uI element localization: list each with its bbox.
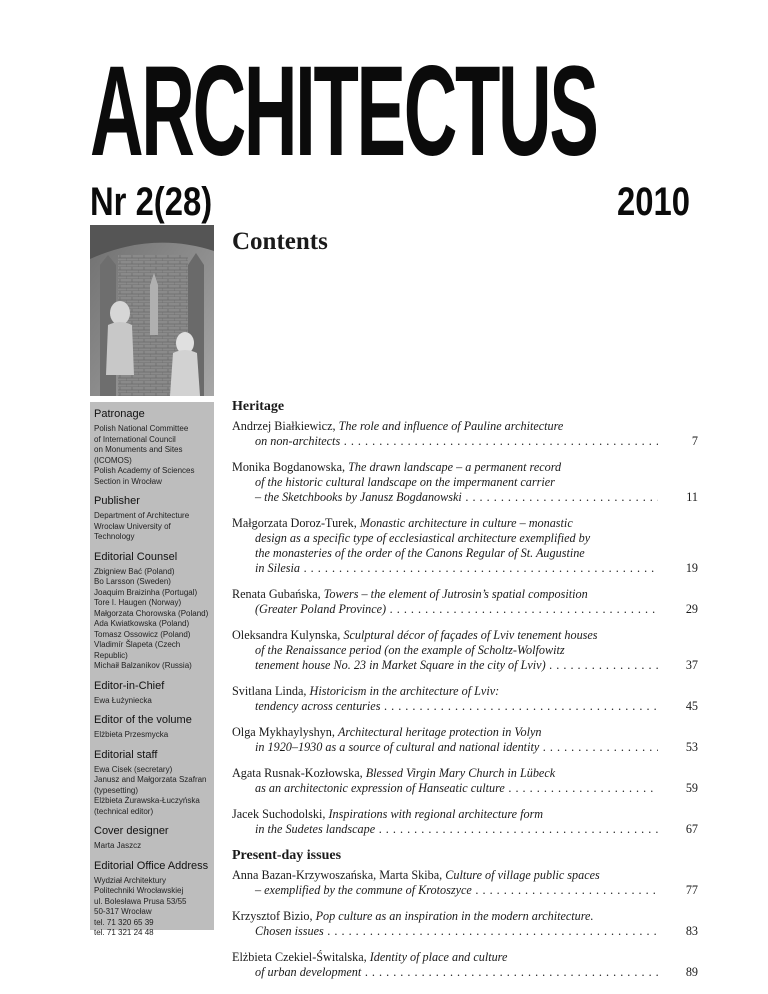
toc-page-number: 67 bbox=[685, 822, 698, 836]
toc-title-line: Culture of village public spaces bbox=[445, 868, 600, 882]
toc-author: Elżbieta Czekiel-Świtalska bbox=[232, 950, 364, 964]
sidebar-section bbox=[94, 825, 210, 852]
toc-entry[interactable] bbox=[232, 909, 698, 939]
toc-title-line: in 1920–1930 as a source of cultural and national identity bbox=[255, 740, 540, 754]
toc-page-number: 29 bbox=[685, 602, 698, 616]
sidebar-section bbox=[94, 495, 210, 543]
toc-line: Svitlana Linda, Historicism in the architecture of Lviv: bbox=[232, 684, 500, 698]
toc-section-heading: Present-day issues bbox=[232, 848, 342, 863]
sidebar-section bbox=[94, 749, 210, 818]
toc-title-line: tendency across centuries bbox=[255, 699, 381, 713]
sidebar-section bbox=[94, 551, 210, 672]
toc-line bbox=[232, 531, 658, 546]
sidebar-line: Vladimír Šlapeta (Czech Republic) bbox=[94, 640, 181, 660]
sidebar-line: Ewa Cisek (secretary) bbox=[94, 764, 173, 774]
sidebar-line: Tore I. Haugen (Norway) bbox=[94, 598, 182, 607]
sidebar-line: Elżbieta Przesmycka bbox=[94, 730, 169, 739]
toc-author: Krzysztof Bizio bbox=[232, 909, 310, 923]
sidebar-section bbox=[94, 680, 210, 707]
toc-line bbox=[232, 822, 658, 837]
sidebar-line: tel. 71 321 24 48 bbox=[94, 928, 154, 937]
toc-page-number: 53 bbox=[685, 740, 698, 754]
sidebar-line: (ICOMOS) bbox=[94, 455, 132, 465]
toc-entry[interactable] bbox=[232, 684, 698, 714]
toc-title-line: The role and influence of Pauline architecture bbox=[338, 419, 564, 433]
toc-page-number: 37 bbox=[685, 658, 698, 672]
sidebar-section-heading: Publisher bbox=[94, 495, 140, 507]
toc-title-line: design as a specific type of ecclesiastical architecture exemplified by bbox=[255, 531, 591, 545]
toc-page-number: 11 bbox=[686, 490, 698, 504]
toc-title-line: of the Renaissance period (on the example of Scholtz-Wolfowitz bbox=[255, 643, 565, 657]
toc-line bbox=[232, 924, 658, 939]
toc-author: Andrzej Białkiewicz bbox=[232, 419, 333, 433]
sidebar-section bbox=[94, 714, 210, 741]
toc-line bbox=[232, 643, 658, 658]
toc-entry[interactable] bbox=[232, 460, 698, 505]
toc-title-line: Historicism in the architecture of Lviv: bbox=[309, 684, 500, 698]
sidebar-line: Politechniki Wrocławskiej bbox=[94, 886, 184, 895]
journal-title: ARCHITECTUS bbox=[90, 40, 597, 183]
sidebar-line: 50-317 Wrocław bbox=[94, 907, 152, 916]
toc-section-heading: Heritage bbox=[232, 399, 285, 414]
toc-entry[interactable] bbox=[232, 766, 698, 796]
sidebar-section-heading: Patronage bbox=[94, 408, 145, 420]
toc-author: Svitlana Linda bbox=[232, 684, 304, 698]
toc-author: Anna Bazan-Krzywoszańska, Marta Skiba bbox=[232, 868, 440, 882]
sidebar-section-heading: Editorial Office Address bbox=[94, 859, 209, 872]
toc-page-number: 77 bbox=[685, 883, 698, 897]
toc-page-number: 19 bbox=[685, 561, 698, 575]
toc-title-line: the monasteries of the order of the Canons Regular of St. Augustine bbox=[255, 546, 585, 560]
toc-page-number: 7 bbox=[691, 434, 698, 448]
toc-title-line: Architectural heritage protection in Volyn bbox=[337, 725, 542, 739]
toc-title-line: The drawn landscape – a permanent record bbox=[348, 460, 562, 474]
toc-title-line: as an architectonic expression of Hanseatic culture bbox=[255, 781, 505, 795]
toc-title-line: on non-architects bbox=[255, 434, 341, 448]
toc-entry[interactable] bbox=[232, 868, 698, 898]
toc-author: Olga Mykhaylyshyn bbox=[232, 725, 332, 739]
toc-title-line: Chosen issues bbox=[255, 924, 324, 938]
sidebar-line: Wydział Architektury bbox=[94, 875, 166, 885]
toc-title-line: of urban development bbox=[255, 965, 362, 979]
sidebar-line: Ada Kwiatkowska (Poland) bbox=[94, 619, 190, 628]
toc-title-line: Inspirations with regional architecture form bbox=[328, 807, 544, 821]
sidebar-line: Tomasz Ossowicz (Poland) bbox=[94, 629, 191, 639]
sidebar-section-heading: Editorial Counsel bbox=[94, 550, 178, 563]
toc-line bbox=[232, 965, 658, 980]
sidebar-section-heading: Cover designer bbox=[94, 825, 169, 837]
toc-entry[interactable] bbox=[232, 725, 698, 755]
sidebar-line: Janusz and Małgorzata Szafran bbox=[94, 775, 207, 784]
sidebar-section bbox=[94, 408, 210, 487]
sidebar-line: Polish National Committee bbox=[94, 424, 189, 433]
toc-title-line: Pop culture as an inspiration in the modern architecture. bbox=[315, 909, 594, 923]
toc-title-line: of the historic cultural landscape on the impermanent carrier bbox=[255, 475, 555, 489]
toc-author: Jacek Suchodolski bbox=[232, 807, 323, 821]
toc-title-line: Towers – the element of Jutrosin’s spatial composition bbox=[323, 587, 588, 601]
toc-line: Jacek Suchodolski, Inspirations with regional architecture form bbox=[232, 807, 544, 821]
toc-line bbox=[232, 434, 658, 449]
toc-title-line: in the Sudetes landscape bbox=[255, 822, 376, 836]
toc-entry[interactable] bbox=[232, 516, 698, 576]
sidebar-line: on Monuments and Sites bbox=[94, 445, 183, 454]
sidebar-section-heading: Editor-in-Chief bbox=[94, 679, 165, 692]
toc-title-line: Monastic architecture in culture – monastic bbox=[359, 516, 573, 530]
sidebar-line: ul. Bolesława Prusa 53/55 bbox=[94, 896, 187, 906]
toc-title-line: tenement house No. 23 in Market Square in the city of Lviv) bbox=[255, 658, 546, 672]
cathedral-sculpture-photo bbox=[90, 225, 214, 396]
toc-line bbox=[232, 658, 658, 673]
toc-line: Małgorzata Doroz-Turek, Monastic architecture in culture – monastic bbox=[232, 516, 573, 530]
toc-title-line: in Silesia bbox=[255, 561, 301, 575]
sidebar-line: Zbigniew Bać (Poland) bbox=[94, 566, 175, 576]
toc-author: Renata Gubańska bbox=[232, 587, 318, 601]
toc-line: Anna Bazan-Krzywoszańska, Marta Skiba, Culture of village public spaces bbox=[232, 868, 600, 882]
toc-line: Renata Gubańska, Towers – the element of Jutrosin’s spatial composition bbox=[232, 587, 588, 601]
toc-line: Oleksandra Kulynska, Sculptural décor of façades of Lviv tenement houses bbox=[232, 628, 598, 642]
sidebar-line: Polish Academy of Sciences bbox=[94, 466, 195, 475]
sidebar-line: Elżbieta Żurawska-Łuczyńska bbox=[94, 796, 200, 805]
sidebar-line: of International Council bbox=[94, 434, 176, 444]
masthead-sidebar bbox=[90, 402, 214, 937]
toc-page-number: 59 bbox=[685, 781, 698, 795]
toc-line: Olga Mykhaylyshyn, Architectural heritage protection in Volyn bbox=[232, 725, 542, 739]
masthead bbox=[90, 40, 690, 224]
contents-heading: Contents bbox=[232, 228, 328, 255]
issue-number: Nr 2(28) bbox=[90, 180, 213, 224]
toc-page-number: 89 bbox=[685, 965, 698, 979]
sidebar-section-heading: Editor of the volume bbox=[94, 714, 192, 726]
toc-line bbox=[232, 546, 658, 561]
sidebar-line: Ewa Łużyniecka bbox=[94, 695, 152, 705]
toc-entry[interactable] bbox=[232, 950, 698, 980]
toc-entry[interactable] bbox=[232, 419, 698, 449]
sidebar-section-heading: Editorial staff bbox=[94, 748, 158, 761]
toc-title-line: Blessed Virgin Mary Church in Lübeck bbox=[365, 766, 556, 780]
toc-title-line: – the Sketchbooks by Janusz Bogdanowski bbox=[255, 490, 462, 504]
cathedral-sculpture-icon bbox=[90, 225, 214, 396]
toc-page-number: 45 bbox=[685, 699, 698, 713]
toc-line: Elżbieta Czekiel-Świtalska, Identity of place and culture bbox=[232, 950, 508, 964]
toc-line bbox=[232, 475, 658, 490]
toc-title-line: (Greater Poland Province) bbox=[255, 602, 387, 616]
sidebar-section bbox=[94, 860, 210, 939]
toc-line: Andrzej Białkiewicz, The role and influence of Pauline architecture bbox=[232, 419, 564, 433]
toc-line bbox=[232, 883, 658, 898]
sidebar-line: (typesetting) bbox=[94, 785, 139, 795]
toc-line bbox=[232, 740, 658, 755]
toc-page-number: 83 bbox=[685, 924, 698, 938]
sidebar-line: Section in Wrocław bbox=[94, 476, 162, 486]
sidebar-line: Department of Architecture bbox=[94, 511, 190, 520]
toc-title-line: Identity of place and culture bbox=[369, 950, 508, 964]
toc-line: Monika Bogdanowska, The drawn landscape – a permanent record bbox=[232, 460, 562, 474]
toc-title-line: – exemplified by the commune of Krotoszyce bbox=[255, 883, 472, 897]
toc-line bbox=[232, 781, 658, 796]
sidebar-line: Bo Larsson (Sweden) bbox=[94, 577, 171, 586]
table-of-contents bbox=[232, 399, 698, 991]
toc-title-line: Sculptural décor of façades of Lviv tenement houses bbox=[343, 628, 598, 642]
sidebar-line: Małgorzata Chorowska (Poland) bbox=[94, 608, 209, 618]
toc-line: Agata Rusnak-Kozłowska, Blessed Virgin Mary Church in Lübeck bbox=[232, 766, 556, 780]
toc-entry[interactable] bbox=[232, 587, 698, 617]
toc-author: Monika Bogdanowska bbox=[232, 460, 343, 474]
toc-author: Małgorzata Doroz-Turek bbox=[232, 516, 354, 530]
toc-line bbox=[232, 602, 658, 617]
sidebar-line: (technical editor) bbox=[94, 806, 154, 816]
sidebar-line: Marta Jaszcz bbox=[94, 841, 142, 850]
sidebar-line: Wrocław University of Technology bbox=[94, 521, 171, 541]
toc-line bbox=[232, 561, 658, 576]
toc-author: Oleksandra Kulynska bbox=[232, 628, 338, 642]
issue-year: 2010 bbox=[617, 180, 690, 224]
toc-line: Krzysztof Bizio, Pop culture as an inspiration in the modern architecture. bbox=[232, 909, 594, 923]
toc-line bbox=[232, 699, 658, 714]
toc-entry[interactable] bbox=[232, 628, 698, 673]
toc-line bbox=[232, 490, 658, 505]
sidebar-line: Joaquim Braizinha (Portugal) bbox=[94, 587, 198, 597]
toc-entry[interactable] bbox=[232, 807, 698, 837]
sidebar-line: tel. 71 320 65 39 bbox=[94, 917, 154, 927]
sidebar-line: Michaił Balzanikov (Russia) bbox=[94, 661, 192, 670]
toc-author: Agata Rusnak-Kozłowska bbox=[232, 766, 360, 780]
